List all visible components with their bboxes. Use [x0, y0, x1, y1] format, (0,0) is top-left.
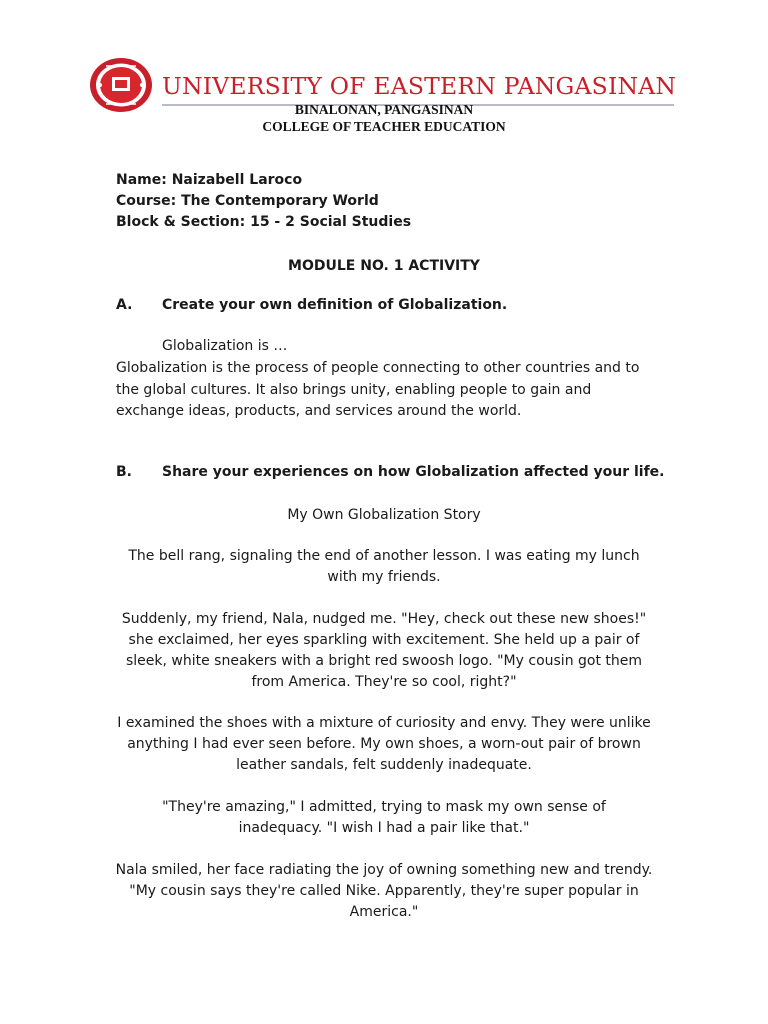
story-paragraph: I examined the shoes with a mixture of curiosity and envy. They were unlike anything I had ever seen before. My own shoes, a worn-out pair of brown leather sandals, felt suddenly inadequate. [117, 715, 651, 773]
section-b-letter: B. [116, 464, 132, 480]
university-location: BINALONAN, PANGASINAN [294, 102, 474, 117]
section-a-letter: A. [116, 297, 133, 313]
section-b-question: Share your experiences on how Globalization affected your life. [162, 464, 665, 480]
story-title: My Own Globalization Story [287, 507, 481, 523]
student-course: Course: The Contemporary World [116, 193, 379, 209]
story-paragraph: Nala smiled, her face radiating the joy of owning something new and trendy. "My cousin says they're called Nike. Apparently, they're super popular in America." [115, 862, 653, 920]
story-paragraph: Suddenly, my friend, Nala, nudged me. "Hey, check out these new shoes!" she exclaimed, her eyes sparkling with excitement. She held up a pair of sleek, white sneakers with a bright red swoosh logo. "My cousin got them from America. They're so cool, right?" [121, 611, 647, 690]
section-a-lead: Globalization is … [162, 338, 288, 354]
section-a-answer: Globalization is the process of people connecting to other countries and to the global cultures. It also brings unity, enabling people to gain and exchange ideas, products, and services around the world. [116, 360, 640, 419]
student-section: Block & Section: 15 - 2 Social Studies [116, 214, 412, 230]
story-paragraph: "They're amazing," I admitted, trying to mask my own sense of inadequacy. "I wish I had a pair like that." [162, 799, 606, 836]
module-title: MODULE NO. 1 ACTIVITY [288, 258, 480, 274]
student-name: Name: Naizabell Laroco [116, 172, 303, 188]
story-paragraph: The bell rang, signaling the end of another lesson. I was eating my lunch with my friends. [128, 548, 640, 585]
college-name: COLLEGE OF TEACHER EDUCATION [262, 119, 506, 134]
university-name: UNIVERSITY OF EASTERN PANGASINAN [162, 72, 677, 100]
section-a-question: Create your own definition of Globalization. [162, 297, 508, 313]
